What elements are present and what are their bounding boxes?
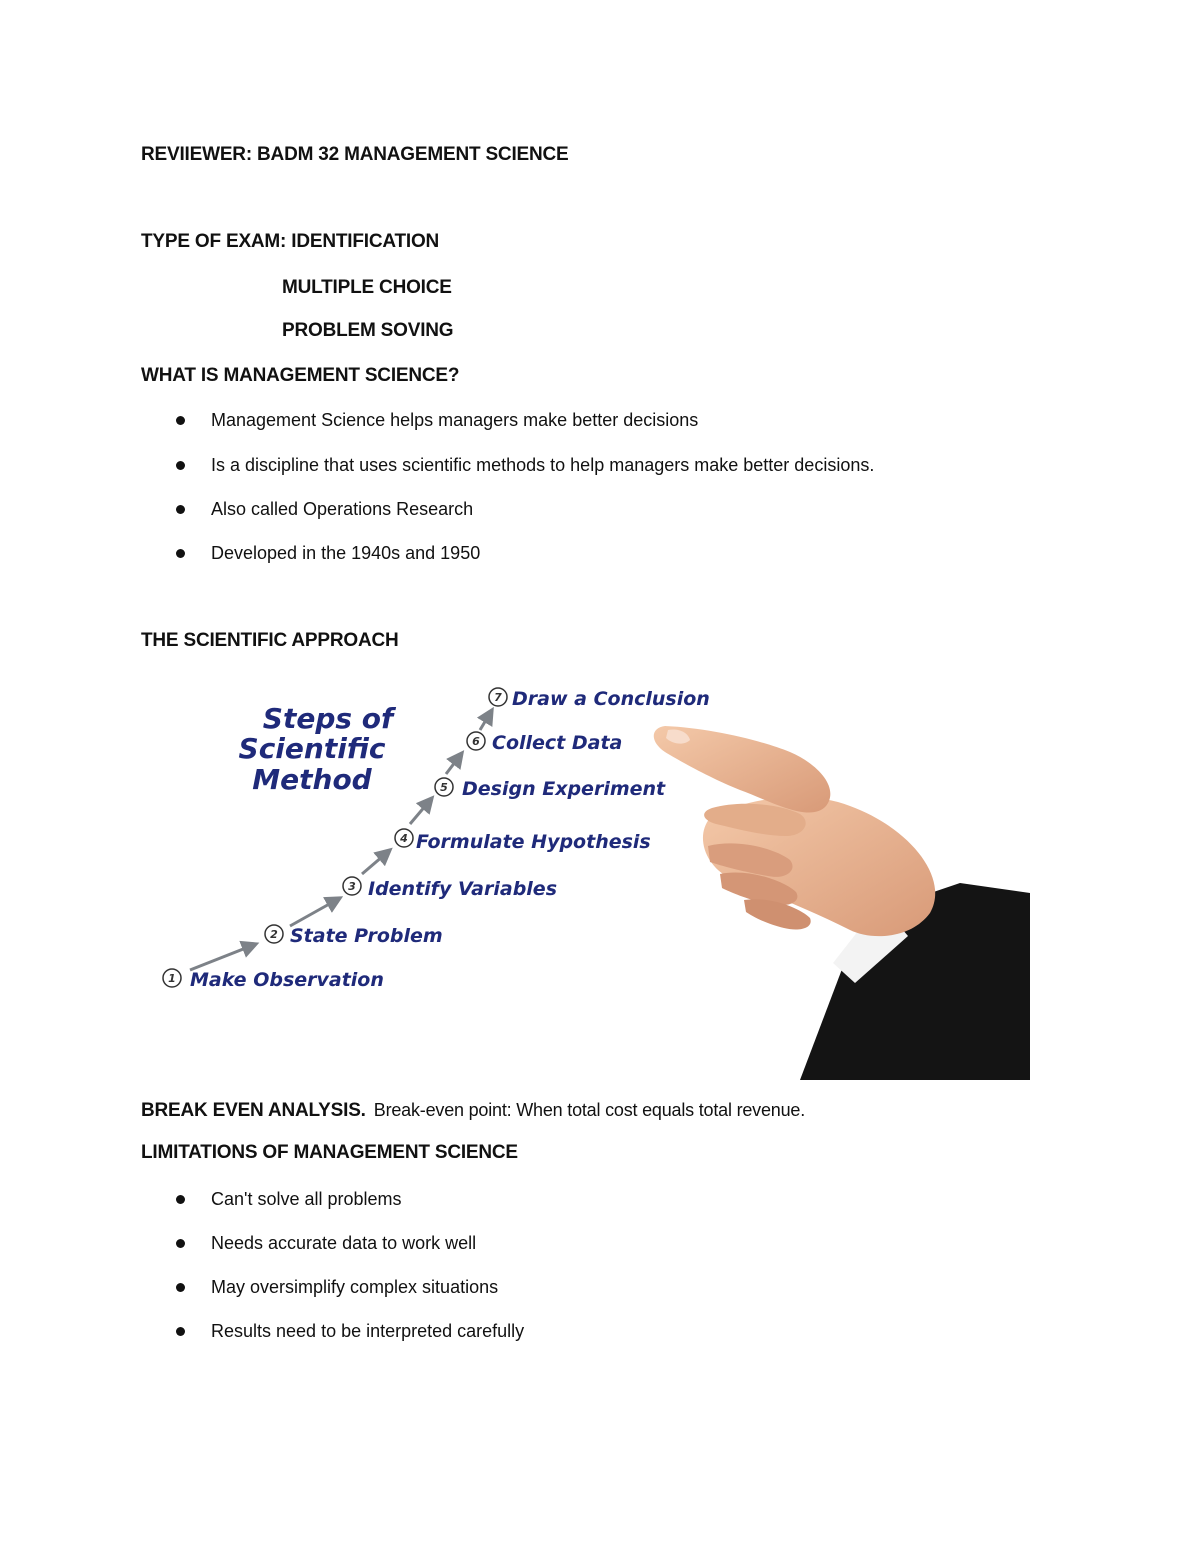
step-arrow	[362, 850, 390, 874]
step-number: 1	[168, 972, 176, 985]
step-5	[435, 778, 666, 800]
step-arrow	[410, 798, 432, 824]
step-number: 6	[472, 735, 480, 748]
scientific-method-figure	[150, 678, 1030, 1080]
step-number: 5	[440, 781, 448, 794]
exam-type-item: PROBLEM SOVING	[282, 320, 454, 341]
step-3	[343, 877, 557, 900]
step-label: Make Observation	[190, 969, 384, 991]
list-item-text: Developed in the 1940s and 1950	[211, 543, 481, 563]
section-heading-approach: THE SCIENTIFIC APPROACH	[141, 630, 399, 651]
bullet-icon	[176, 505, 185, 514]
step-arrow	[190, 944, 256, 970]
break-even-line	[141, 1098, 805, 1123]
figure-title-line: Method	[252, 763, 372, 796]
step-6	[467, 732, 622, 754]
figure-title	[239, 702, 397, 796]
list-item-text: Is a discipline that uses scientific methods to help managers make better decisions.	[211, 455, 875, 475]
step-number: 3	[348, 880, 356, 893]
step-arrow	[290, 898, 340, 926]
list-item-text: Results need to be interpreted carefully	[211, 1321, 525, 1341]
document-title: REVIIEWER: BADM 32 MANAGEMENT SCIENCE	[141, 144, 569, 165]
bullet-icon	[176, 1239, 185, 1248]
section-heading-break-even: BREAK EVEN ANALYSIS.	[141, 1100, 366, 1121]
bullet-icon	[176, 1327, 185, 1336]
step-label: State Problem	[290, 925, 443, 947]
step-7	[489, 688, 710, 710]
bullet-icon	[176, 1195, 185, 1204]
list-item-text: Can't solve all problems	[211, 1189, 402, 1209]
step-label: Identify Variables	[368, 878, 558, 900]
figure-title-line: Scientific	[238, 732, 386, 765]
step-label: Formulate Hypothesis	[416, 831, 651, 853]
list-item-text: Needs accurate data to work well	[211, 1233, 477, 1253]
step-label: Collect Data	[492, 732, 623, 754]
bullet-icon	[176, 549, 185, 558]
step-4	[395, 829, 651, 853]
step-number: 7	[494, 691, 502, 704]
step-arrow	[446, 753, 462, 774]
step-label: Draw a Conclusion	[512, 688, 710, 710]
pointing-hand-illustration	[654, 726, 1030, 1080]
step-number: 2	[270, 928, 278, 941]
section-heading-what-is: WHAT IS MANAGEMENT SCIENCE?	[141, 365, 460, 386]
step-label: Design Experiment	[462, 778, 666, 800]
step-1	[163, 969, 384, 991]
bullet-icon	[176, 416, 185, 425]
bullet-icon	[176, 461, 185, 470]
bullet-icon	[176, 1283, 185, 1292]
list-item-text: Management Science helps managers make better decisions	[211, 410, 699, 430]
exam-type-item: MULTIPLE CHOICE	[282, 277, 452, 298]
list-item-text: Also called Operations Research	[211, 499, 474, 519]
figure-title-line: Steps of	[262, 702, 394, 735]
section-heading-limitations: LIMITATIONS OF MANAGEMENT SCIENCE	[141, 1142, 518, 1163]
step-arrow	[480, 710, 492, 730]
exam-type-label: TYPE OF EXAM: IDENTIFICATION	[141, 231, 440, 252]
step-number: 4	[400, 832, 408, 845]
break-even-definition: Break-even point: When total cost equals total revenue.	[373, 1100, 806, 1120]
step-2	[265, 925, 443, 947]
list-item-text: May oversimplify complex situations	[211, 1277, 499, 1297]
